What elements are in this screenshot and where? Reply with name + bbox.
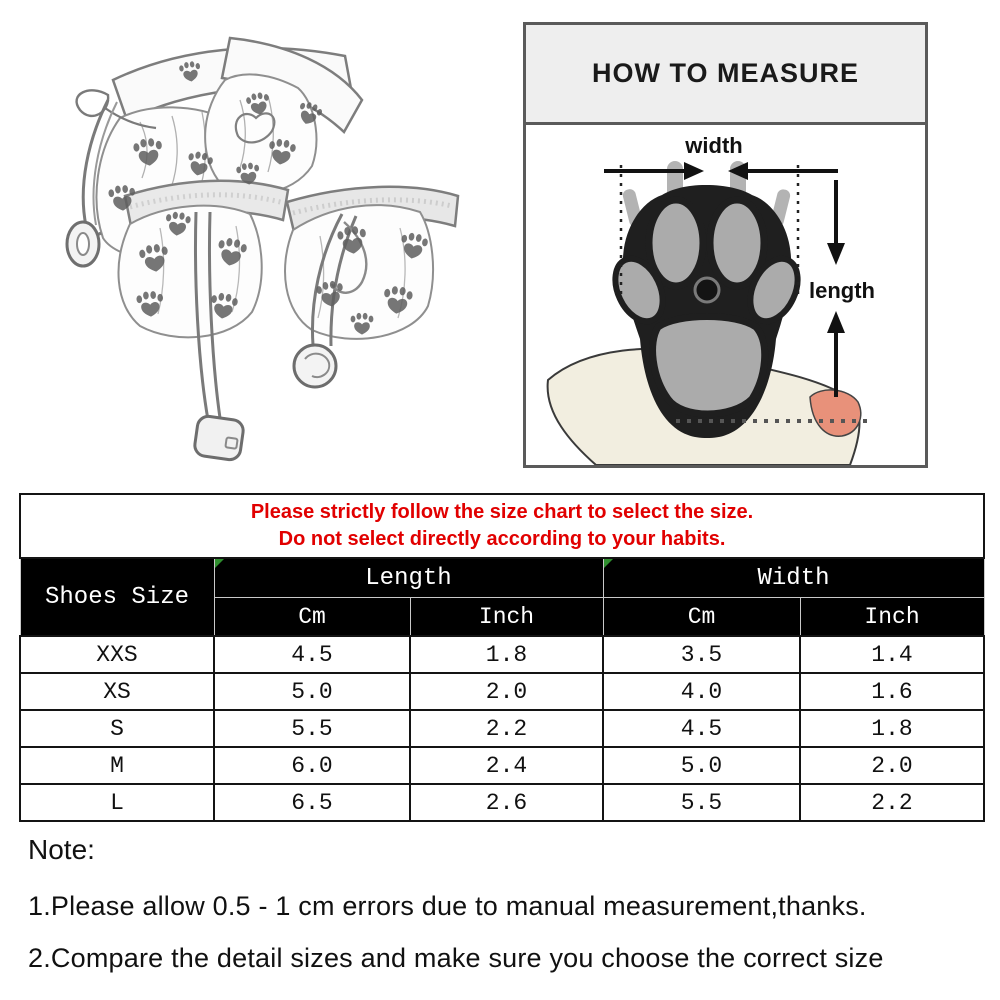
comment-marker-icon <box>215 559 224 568</box>
column-header-length <box>214 558 603 598</box>
column-header-width-inch: Inch <box>800 598 984 637</box>
bootie-bottom-right <box>285 187 458 387</box>
width-inch-cell: 1.4 <box>800 636 984 673</box>
width-inch-cell: 2.2 <box>800 784 984 821</box>
length-label: length <box>809 278 875 303</box>
length-measure <box>809 180 875 397</box>
notes-section <box>28 834 884 995</box>
comment-marker-icon <box>604 559 613 568</box>
measure-title: HOW TO MEASURE <box>526 25 925 125</box>
column-header-length-cm: Cm <box>214 598 410 637</box>
size-chart-warning-row <box>20 494 984 558</box>
size-cell: XXS <box>20 636 214 673</box>
width-cm-cell: 5.5 <box>603 784 800 821</box>
size-cell: XS <box>20 673 214 710</box>
length-inch-cell: 2.6 <box>410 784 603 821</box>
size-cell: S <box>20 710 214 747</box>
length-cm-cell: 6.0 <box>214 747 410 784</box>
width-cm-cell: 5.0 <box>603 747 800 784</box>
warning-line-1: Please strictly follow the size chart to select the size. <box>250 501 754 523</box>
width-inch-cell: 1.8 <box>800 710 984 747</box>
length-cm-cell: 5.5 <box>214 710 410 747</box>
width-label: width <box>685 133 743 158</box>
column-header-length-inch: Inch <box>410 598 603 637</box>
size-chart-table <box>19 493 985 822</box>
column-header-shoes-size: Shoes Size <box>20 558 214 636</box>
bootie-bottom-left <box>119 181 288 461</box>
notes-heading: Note: <box>28 834 95 865</box>
dog-shoes-sketch <box>0 0 510 490</box>
width-inch-cell: 2.0 <box>800 747 984 784</box>
length-cm-cell: 5.0 <box>214 673 410 710</box>
column-header-width <box>603 558 984 598</box>
warning-line-2: Do not select directly according to your habits. <box>278 528 726 550</box>
table-row <box>20 673 984 710</box>
size-cell: L <box>20 784 214 821</box>
width-cm-cell: 3.5 <box>603 636 800 673</box>
width-inch-cell: 1.6 <box>800 673 984 710</box>
table-row <box>20 747 984 784</box>
table-row <box>20 710 984 747</box>
column-header-length-label: Length <box>365 564 452 592</box>
table-row <box>20 784 984 821</box>
size-chart-header-row-1 <box>20 558 984 598</box>
how-to-measure-panel <box>523 22 928 468</box>
length-cm-cell: 4.5 <box>214 636 410 673</box>
length-inch-cell: 1.8 <box>410 636 603 673</box>
width-cm-cell: 4.5 <box>603 710 800 747</box>
length-cm-cell: 6.5 <box>214 784 410 821</box>
paw-measure-diagram <box>526 125 925 465</box>
length-inch-cell: 2.4 <box>410 747 603 784</box>
column-header-width-cm: Cm <box>603 598 800 637</box>
width-cm-cell: 4.0 <box>603 673 800 710</box>
length-inch-cell: 2.0 <box>410 673 603 710</box>
note-item-2: 2.Compare the detail sizes and make sure you choose the correct size <box>28 943 884 973</box>
dog-shoes-sketch-svg <box>0 0 510 490</box>
note-item-1: 1.Please allow 0.5 - 1 cm errors due to manual measurement,thanks. <box>28 891 867 921</box>
column-header-width-label: Width <box>757 564 830 592</box>
table-row <box>20 636 984 673</box>
length-inch-cell: 2.2 <box>410 710 603 747</box>
size-cell: M <box>20 747 214 784</box>
